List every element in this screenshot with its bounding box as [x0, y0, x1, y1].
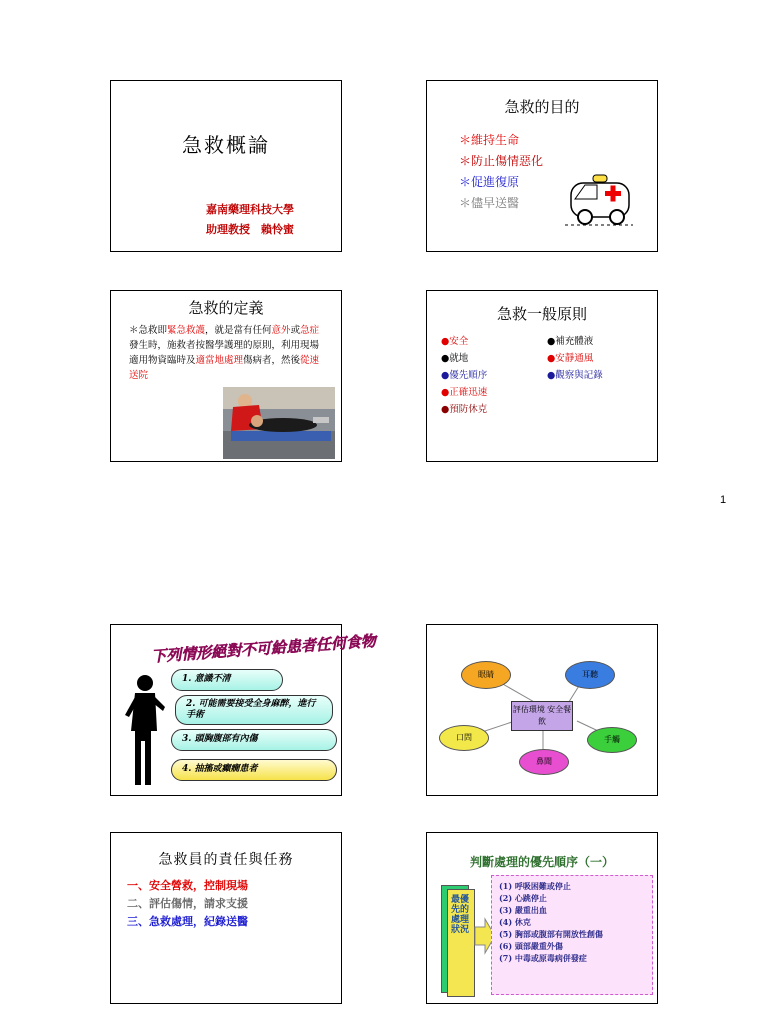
duty-item: 三、急救處理，紀錄送醫 — [127, 915, 248, 928]
no-food-condition: 2. 可能需要接受全身麻醉，進行手術 — [175, 695, 333, 725]
principle-item: ●就地 — [441, 353, 469, 364]
principle-item: ●補充體液 — [547, 336, 594, 347]
svg-text:下列情形絕對不可給患者任何食物: 下列情形絕對不可給患者任何食物 — [150, 631, 377, 666]
purpose-item: ＊儘早送醫 — [459, 196, 520, 210]
definition-segment: 傷病者，然後 — [243, 355, 301, 366]
priority-item: (6) 頭部嚴重外傷 — [499, 941, 563, 951]
slide-4-title: 急救一般原則 — [496, 305, 587, 323]
first-aid-photo — [223, 387, 335, 459]
slide-4 — [426, 290, 658, 462]
slide-8-title: 判斷處理的優先順序（一） — [469, 855, 614, 869]
side-label: 最優先的處理狀況 — [450, 895, 469, 935]
priority-item: (2) 心跳停止 — [499, 893, 547, 903]
slide-1 — [110, 80, 342, 252]
definition-segment: ，就是當有任何 — [205, 325, 272, 336]
definition-segment: 發生時，施救者按醫學護理的原則，利用現場適用物資臨時及 — [129, 340, 320, 366]
definition-segment: 意外 — [271, 325, 291, 336]
slide-7 — [110, 832, 342, 1004]
duty-item: 二、評估傷情，請求支援 — [127, 897, 248, 910]
purpose-item: ＊維持生命 — [459, 133, 520, 147]
priority-item: (4) 休克 — [499, 917, 531, 927]
duty-item: 一、安全營救，控制現場 — [127, 879, 248, 892]
definition-text — [129, 323, 325, 383]
sense-node-nose: 鼻聞 — [519, 749, 569, 775]
sense-node-ears: 耳聽 — [565, 661, 615, 689]
no-food-condition: 1. 意識不清 — [171, 669, 283, 691]
speaker-silhouette — [121, 673, 165, 789]
definition-segment: 急症 — [300, 325, 320, 336]
assessment-center: 評估環境 安全餐飲 — [511, 701, 573, 731]
slide-2 — [426, 80, 658, 252]
priority-item: (1) 呼吸困難或停止 — [499, 881, 571, 891]
page-number: 1 — [720, 494, 727, 506]
slide-8 — [426, 832, 658, 1004]
author-line: 助理教授 賴怜蜜 — [206, 223, 294, 236]
principle-item: ●預防休克 — [441, 404, 488, 415]
principle-item: ●觀察與記錄 — [547, 370, 603, 381]
slide-5 — [110, 624, 377, 796]
no-food-condition: 4. 抽搐或癲癇患者 — [171, 759, 337, 781]
sense-node-hands: 手觸 — [587, 727, 637, 753]
definition-segment: 從速送院 — [129, 355, 320, 381]
principle-item: ●優先順序 — [441, 370, 488, 381]
slide-2-title: 急救的目的 — [504, 98, 580, 116]
principle-item: ●安靜通風 — [547, 353, 594, 364]
purpose-item: ＊促進復原 — [459, 175, 520, 189]
purpose-item: ＊防止傷情惡化 — [459, 154, 544, 168]
principle-item: ●安全 — [441, 336, 469, 347]
sense-node-mouth: 口問 — [439, 725, 489, 751]
priority-item: (7) 中毒或原毒病併發症 — [499, 953, 587, 963]
priority-item: (3) 嚴重出血 — [499, 905, 547, 915]
slide-7-title: 急救員的責任與任務 — [158, 852, 294, 868]
definition-segment: 或 — [290, 325, 301, 336]
definition-segment: 適當地處理 — [195, 355, 244, 366]
slide-5-title-art — [150, 629, 377, 669]
principle-item: ●正確迅速 — [441, 387, 488, 398]
slide-6 — [426, 624, 658, 796]
sense-node-eyes: 眼睛 — [461, 661, 511, 689]
no-food-condition: 3. 頭胸腹部有內傷 — [171, 729, 337, 751]
slide-3-title: 急救的定義 — [188, 299, 264, 317]
ambulance-icon — [563, 169, 639, 231]
slide-1-title: 急救概論 — [182, 133, 270, 157]
definition-segment: 緊急救護 — [167, 325, 206, 336]
affiliation: 嘉南藥理科技大學 — [206, 203, 294, 216]
priority-item: (5) 胸部或腹部有開放性創傷 — [499, 929, 603, 939]
definition-segment: ＊急救即 — [129, 325, 168, 336]
slide-3 — [110, 290, 342, 462]
